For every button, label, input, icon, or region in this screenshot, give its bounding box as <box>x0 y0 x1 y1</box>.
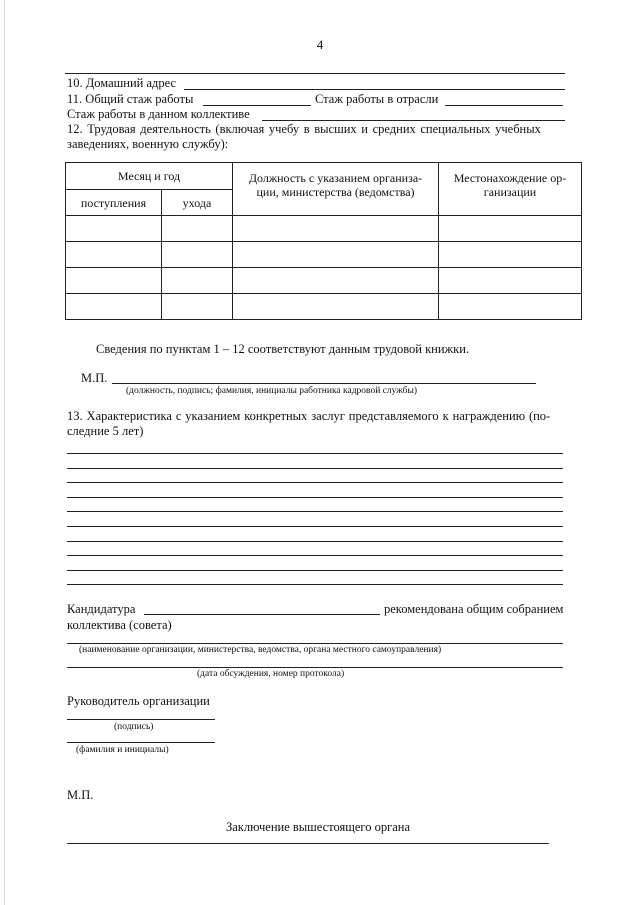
name-caption: (фамилия и инициалы) <box>76 745 169 755</box>
characteristic-line[interactable] <box>67 453 563 454</box>
entry-header: поступления <box>66 190 162 216</box>
total-experience-field[interactable] <box>203 105 311 106</box>
entry-cell[interactable] <box>66 242 162 268</box>
characteristic-heading: 13. Характеристика с указанием конкретных заслуг представляемого к награждению (по- <box>67 409 551 423</box>
leave-cell[interactable] <box>162 216 233 242</box>
signature-field[interactable] <box>67 719 215 720</box>
characteristic-line[interactable] <box>67 555 563 556</box>
position-cell[interactable] <box>233 294 439 320</box>
location-cell[interactable] <box>439 268 582 294</box>
team-experience-label: Стаж работы в данном коллективе <box>67 107 250 121</box>
hr-signature-field[interactable] <box>112 383 536 384</box>
industry-experience-label: Стаж работы в отрасли <box>315 92 439 106</box>
leave-cell[interactable] <box>162 242 233 268</box>
stamp-label: М.П. <box>81 371 108 385</box>
location-cell[interactable] <box>439 242 582 268</box>
characteristic-line[interactable] <box>67 541 563 542</box>
discussion-caption: (дата обсуждения, номер протокола) <box>197 669 345 679</box>
org-name-caption: (наименование организации, министерства, ведомства, органа местного самоуправления) <box>79 645 442 655</box>
characteristic-heading-cont: следние 5 лет) <box>67 424 144 438</box>
discussion-field[interactable] <box>67 667 563 668</box>
entry-cell[interactable] <box>66 268 162 294</box>
table-row <box>66 268 582 294</box>
leave-cell[interactable] <box>162 268 233 294</box>
characteristic-line[interactable] <box>67 570 563 571</box>
conclusion-field[interactable] <box>67 843 549 844</box>
location-header-line1: Местонахождение ор- <box>453 171 567 185</box>
page-left-edge <box>4 0 5 905</box>
stamp-label-bottom: М.П. <box>67 788 94 802</box>
work-activity-heading-cont: заведениях, военную службу): <box>67 137 229 151</box>
signature-caption: (подпись) <box>114 722 154 732</box>
position-cell[interactable] <box>233 216 439 242</box>
work-activity-heading: 12. Трудовая деятельность (включая учебу в высших и средних специальных учебных <box>67 122 541 136</box>
location-cell[interactable] <box>439 294 582 320</box>
table-row <box>66 294 582 320</box>
location-header-line2: ганизации <box>483 185 537 199</box>
top-rule <box>65 73 565 74</box>
records-note: Сведения по пунктам 1 – 12 соответствуют данным трудовой книжки. <box>96 342 470 356</box>
characteristic-line[interactable] <box>67 511 563 512</box>
work-activity-table <box>65 162 582 320</box>
characteristic-line[interactable] <box>67 482 563 483</box>
characteristic-line[interactable] <box>67 468 563 469</box>
characteristic-line[interactable] <box>67 497 563 498</box>
home-address-label: 10. Домашний адрес <box>67 76 177 90</box>
recommended-label: рекомендована общим собранием <box>384 602 564 616</box>
characteristic-line[interactable] <box>67 584 563 585</box>
position-cell[interactable] <box>233 268 439 294</box>
position-cell[interactable] <box>233 242 439 268</box>
position-header-line1: Должность с указанием организа- <box>248 171 423 185</box>
position-header <box>233 163 439 216</box>
candidacy-label: Кандидатура <box>67 602 136 616</box>
location-header <box>439 163 582 216</box>
candidacy-field[interactable] <box>144 614 380 615</box>
month-year-header: Месяц и год <box>66 163 233 190</box>
total-experience-label: 11. Общий стаж работы <box>67 92 194 106</box>
home-address-field[interactable] <box>184 89 565 90</box>
hr-signature-caption: (должность, подпись; фамилия, инициалы работника кадровой службы) <box>126 386 418 396</box>
entry-cell[interactable] <box>66 216 162 242</box>
table-row <box>66 242 582 268</box>
table-row <box>66 216 582 242</box>
industry-experience-field[interactable] <box>445 105 563 106</box>
team-experience-field[interactable] <box>262 120 565 121</box>
leave-cell[interactable] <box>162 294 233 320</box>
head-label: Руководитель организации <box>67 694 210 708</box>
characteristic-line[interactable] <box>67 526 563 527</box>
collective-label: коллектива (совета) <box>67 618 172 632</box>
page-number: 4 <box>316 37 324 52</box>
location-cell[interactable] <box>439 216 582 242</box>
org-name-field[interactable] <box>67 643 563 644</box>
name-field[interactable] <box>67 742 215 743</box>
conclusion-label: Заключение вышестоящего органа <box>226 820 411 834</box>
entry-cell[interactable] <box>66 294 162 320</box>
leave-header: ухода <box>162 190 233 216</box>
position-header-line2: ции, министерства (ведомства) <box>256 185 415 199</box>
